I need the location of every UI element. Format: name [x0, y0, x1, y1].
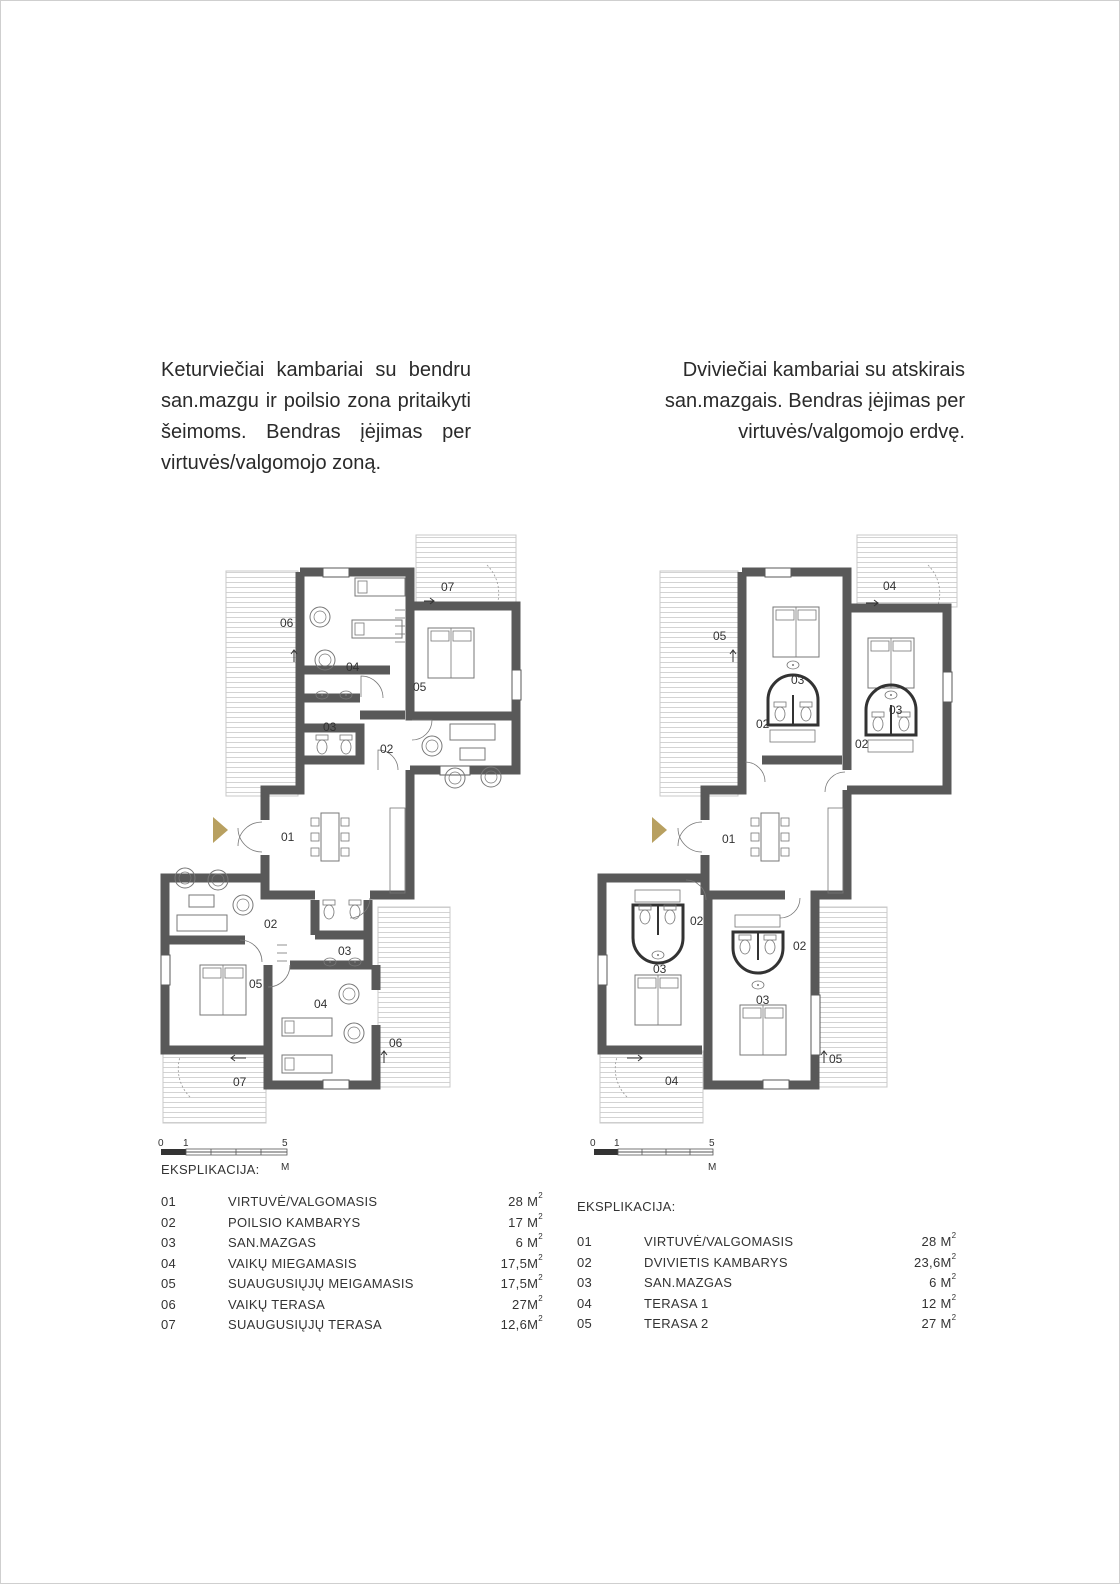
legend-number: 05 [161, 1276, 177, 1291]
scale-label: 0 [158, 1138, 164, 1149]
legend-number: 06 [161, 1296, 177, 1312]
plan-left [158, 535, 521, 1173]
legend-number: 03 [577, 1275, 593, 1290]
legend-number: 02 [577, 1254, 593, 1270]
room-label: 01 [281, 830, 295, 844]
entrance-marker-left [213, 817, 228, 843]
terrace-05-bottom [815, 907, 887, 1087]
legend-row [161, 1194, 543, 1215]
scale-label: 1 [614, 1138, 620, 1149]
legend-row [577, 1255, 956, 1276]
room-label: 04 [314, 997, 328, 1011]
legend-row [161, 1256, 543, 1277]
legend-room-name: VAIKŲ TERASA [228, 1296, 326, 1312]
room-label: 05 [829, 1052, 843, 1066]
legend-area: $27M^2$ [512, 1293, 543, 1312]
room-label: 02 [855, 737, 869, 751]
legend-number: 03 [161, 1235, 177, 1250]
legend-table [161, 1191, 543, 1338]
room-label: 03 [653, 962, 667, 976]
legend-right [577, 1199, 956, 1337]
legend-room-name: TERASA 1 [644, 1295, 709, 1311]
terrace-04-top [857, 535, 957, 607]
entrance-marker-right [652, 817, 667, 843]
scale-label: M [281, 1162, 290, 1173]
room-label: 04 [665, 1074, 679, 1088]
legend-row [161, 1276, 543, 1297]
legend-row [577, 1234, 956, 1255]
legend-number: 04 [161, 1255, 177, 1271]
legend-area: $17,5M^2$ [500, 1273, 543, 1291]
legend-room-name: DVIVIETIS KAMBARYS [644, 1254, 788, 1270]
legend-row [161, 1297, 543, 1318]
room-label: 05 [413, 680, 427, 694]
room-label: 03 [791, 673, 805, 687]
scale-label: 1 [183, 1138, 189, 1149]
legend-area: $12,6M^2$ [500, 1314, 543, 1332]
legend-area: $17,5M^2$ [500, 1252, 543, 1271]
legend-row [161, 1235, 543, 1256]
room-label: 02 [264, 917, 278, 931]
legend-area: 17 $M^2$ [508, 1211, 543, 1230]
scale-label: M [708, 1162, 717, 1173]
legend-row [577, 1316, 956, 1337]
legend-room-name: TERASA 2 [644, 1316, 709, 1331]
legend-row [161, 1317, 543, 1338]
legend-area: 27 $M^2$ [921, 1313, 957, 1331]
room-label: 06 [280, 616, 294, 630]
legend-area: 28 $M^2$ [508, 1191, 543, 1209]
legend-title: EKSPLIKACIJA: [161, 1162, 260, 1177]
room-label: 07 [441, 580, 455, 594]
terrace-04-bottom [600, 1051, 703, 1123]
legend-number: 02 [161, 1214, 177, 1230]
legend-number: 05 [577, 1316, 593, 1331]
terrace-06-top [226, 571, 298, 796]
legend-room-name: VIRTUVĖ/VALGOMASIS [644, 1234, 794, 1249]
description-right: Dviviečiai kambariai su atskirais san.mazgais. Bendras įėjimas per virtuvės/valgomojo erdvę. [664, 359, 965, 443]
plan-right [590, 535, 957, 1173]
description-left: Keturviečiai kambariai su bendru san.mazgu ir poilsio zona pritaikyti šeimoms. Bendras įėjimas per virtuvės/valgomojo zoną. [161, 359, 471, 474]
legend-number: 04 [577, 1295, 593, 1311]
room-label: 03 [756, 993, 770, 1007]
scale-label: 0 [590, 1138, 596, 1149]
room-label: 05 [713, 629, 727, 643]
legend-row [161, 1215, 543, 1236]
room-label: 05 [249, 977, 263, 991]
room-label: 02 [380, 742, 394, 756]
terrace-06-bottom [378, 907, 450, 1087]
scale-label: 5 [709, 1138, 715, 1149]
room-label: 02 [756, 717, 770, 731]
legend-row [577, 1275, 956, 1296]
legend-row [577, 1296, 956, 1317]
legend-room-name: SAN.MAZGAS [644, 1275, 733, 1290]
terrace-07-bottom [163, 1051, 266, 1123]
legend-room-name: SUAUGUSIŲJŲ TERASA [228, 1317, 382, 1332]
room-label: 03 [323, 720, 337, 734]
legend-number: 07 [161, 1317, 177, 1332]
room-label: 07 [233, 1075, 247, 1089]
legend-room-name: SUAUGUSIŲJŲ MEIGAMASIS [228, 1276, 414, 1291]
room-label: 03 [889, 703, 903, 717]
legend-number: 01 [161, 1194, 177, 1209]
legend-table [577, 1231, 957, 1337]
legend-title: EKSPLIKACIJA: [577, 1199, 676, 1214]
legend-area: 28 $M^2$ [921, 1231, 957, 1249]
legend-area: 6 $M^2$ [515, 1232, 543, 1250]
terrace-07-top [416, 535, 516, 607]
legend-number: 01 [577, 1234, 593, 1249]
legend-area: 12 $M^2$ [921, 1292, 957, 1311]
legend-room-name: SAN.MAZGAS [228, 1235, 317, 1250]
scale-label: 5 [282, 1138, 288, 1149]
legend-room-name: VAIKŲ MIEGAMASIS [228, 1255, 357, 1271]
room-label: 02 [690, 914, 704, 928]
terrace-05-top [660, 571, 738, 796]
room-label: 04 [883, 579, 897, 593]
legend-area: $23,6M^2$ [914, 1251, 957, 1270]
room-label: 04 [346, 660, 360, 674]
scale-bar-right [590, 1138, 716, 1173]
legend-left [161, 1162, 543, 1338]
room-label: 06 [389, 1036, 403, 1050]
legend-area: 6 $M^2$ [929, 1272, 957, 1290]
room-label: 01 [722, 832, 736, 846]
room-label: 03 [338, 944, 352, 958]
room-label: 02 [793, 939, 807, 953]
legend-room-name: POILSIO KAMBARYS [228, 1214, 361, 1230]
legend-room-name: VIRTUVĖ/VALGOMASIS [228, 1194, 378, 1209]
